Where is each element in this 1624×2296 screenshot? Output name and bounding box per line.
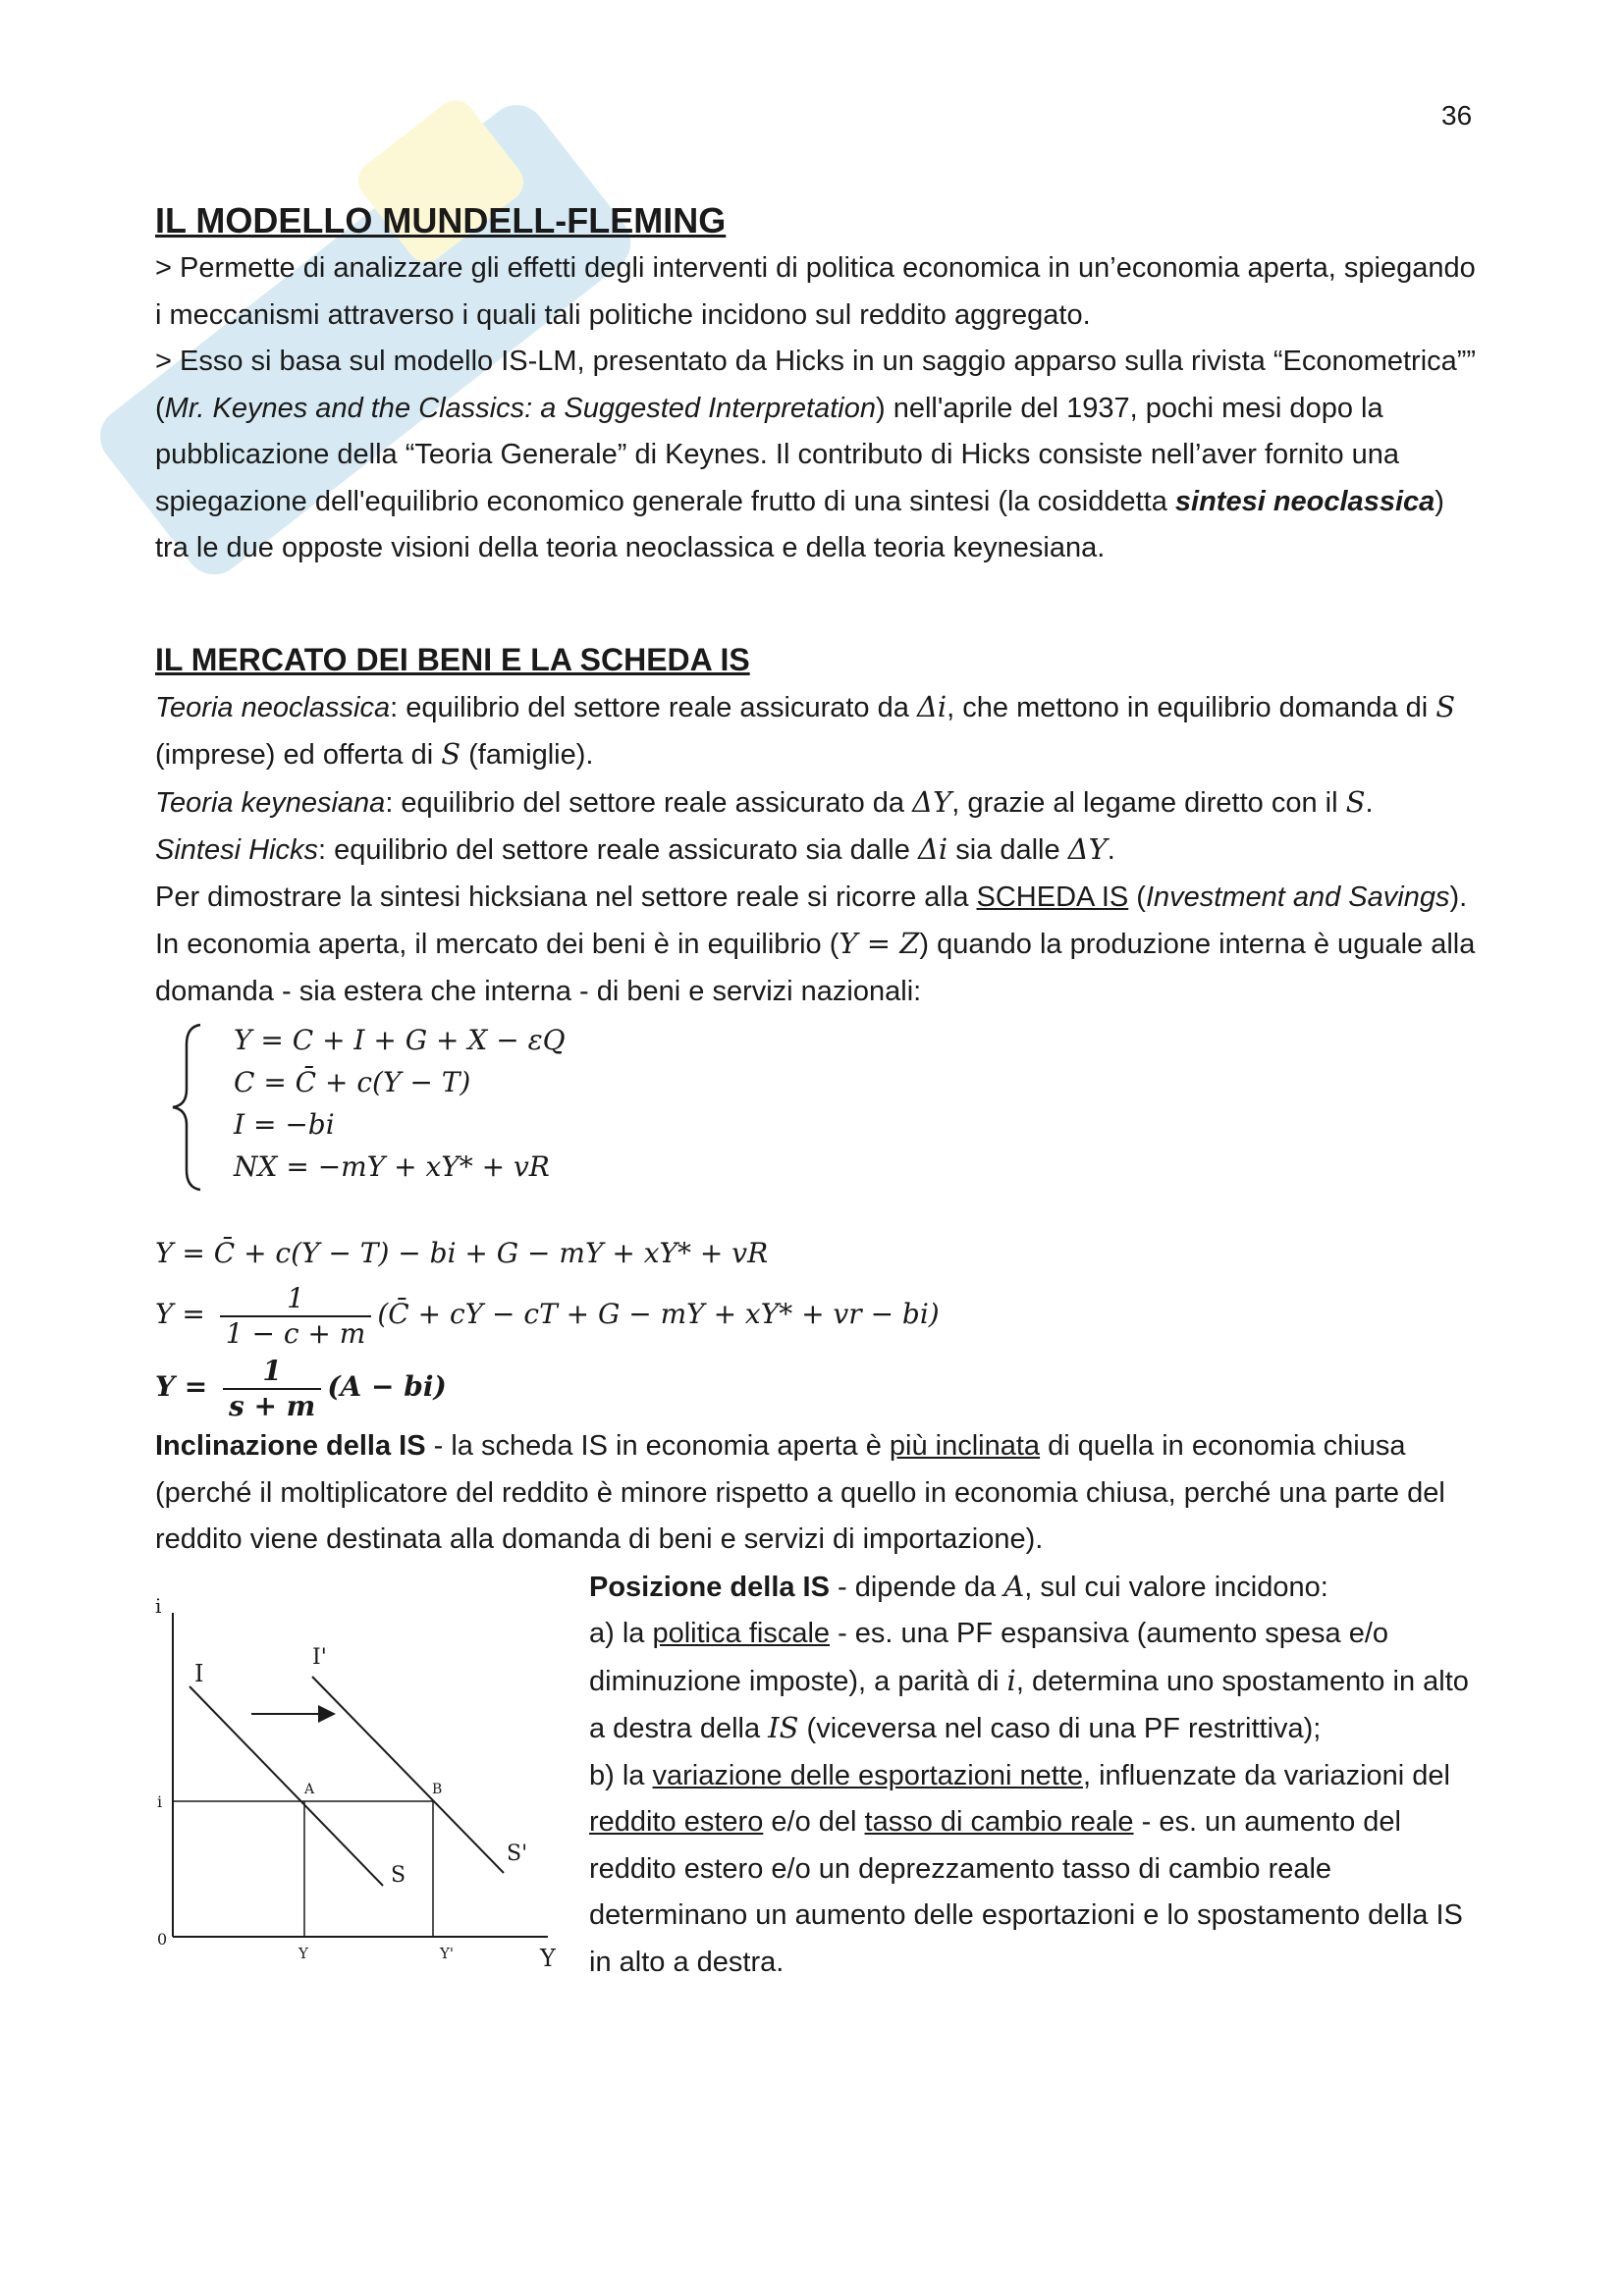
x-axis-label: Y xyxy=(540,1944,556,1966)
open-economy-line: In economia aperta, il mercato dei beni è in equilibrio (Y = Z) quando la produzione interna è uguale alla domanda - sia estera che interna - di beni e servizi nazionali: xyxy=(155,927,1476,1007)
i-level-label: i xyxy=(157,1791,163,1811)
tick-y-label: Y xyxy=(298,1944,308,1962)
page-number: 36 xyxy=(1441,100,1473,131)
system-line: I = −bi xyxy=(234,1108,335,1141)
hicks-line: Sintesi Hicks: equilibrio del settore reale assicurato sia dalle Δi sia dalle ΔY. xyxy=(155,832,1115,866)
system-line: NX = −mY + xY* + vR xyxy=(234,1150,550,1183)
point-b-label: B xyxy=(432,1781,443,1797)
equation-3: Y = $\frac{1}{s + m}$ (A − bi) xyxy=(155,1354,447,1422)
position-heading-line: Posizione della IS - dipende da A, sul cui valore incidono: xyxy=(589,1569,1328,1603)
curve-label-s-prime: S' xyxy=(507,1841,528,1866)
derivation xyxy=(155,1229,1481,1423)
point-a-paragraph: a) la politica fiscale - es. una PF espansiva (aumento spesa e/o diminuzione imposte), a parità di i, determina uno spostamento in alto a destra della IS (viceversa nel caso di una PF restrittiva); xyxy=(589,1618,1469,1744)
position-text xyxy=(589,1564,1483,1987)
section-title-mundell-fleming: IL MODELLO MUNDELL-FLEMING xyxy=(155,200,727,240)
section-title-is: IL MERCATO DEI BENI E LA SCHEDA IS xyxy=(155,641,750,677)
origin-label: 0 xyxy=(157,1929,168,1949)
intro-paragraph: > Permette di analizzare gli effetti degli interventi di politica economica in un’economia aperta, spiegando i meccanismi attraverso i quali tali politiche incidono sul reddito aggregato. xyxy=(155,252,1476,331)
fraction: $\frac{1}{s + m}$ xyxy=(223,1355,321,1423)
keynesian-line: Teoria keynesiana: equilibrio del settore reale assicurato da ΔY, grazie al legame diretto con il S. xyxy=(155,784,1374,819)
point-a-label: A xyxy=(304,1781,315,1797)
equation-1: Y = C̄ + c(Y − T) − bi + G − mY + xY* + vR xyxy=(155,1237,769,1269)
fraction: $\frac{1}{1 - c + m}$ xyxy=(220,1282,372,1351)
point-b-paragraph: b) la variazione delle esportazioni nette, influenzate da variazioni del reddito estero e/o del tasso di cambio reale - es. un aumento del reddito estero e/o un deprezzamento tasso di cambio reale determinano un aumento delle esportazioni e lo spostamento della IS in alto a destra. xyxy=(589,1759,1463,1978)
islm-paragraph: > Esso si basa sul modello IS-LM, presentato da Hicks in un saggio apparso sulla rivista “Econometrica”” (Mr. Keynes and the Classics: a Suggested Interpretation) nell'aprile del 1937, pochi mesi dopo la pubblicazione della “Teoria Generale” di Keynes. Il contributo di Hicks consiste nell’aver fornito una spiegazione dell'equilibrio economico generale frutto di una sintesi (la cosiddetta sintesi neoclassica) tra le due opposte visioni della teoria neoclassica e della teoria keynesiana. xyxy=(155,346,1477,563)
system-line: Y = C + I + G + X − εQ xyxy=(234,1024,566,1056)
neoclassical-line: Teoria neoclassica: equilibrio del settore reale assicurato da Δi, che mettono in equilibrio domanda di S (imprese) ed offerta di S (famiglie). xyxy=(155,689,1456,771)
system-line: C = C̄ + c(Y − T) xyxy=(234,1066,471,1098)
is-curve xyxy=(189,1686,383,1886)
shift-arrow-head xyxy=(318,1705,336,1723)
equation-2: Y = $\frac{1}{1 - c + m}$ (C̄ + cY − cT + G − mY + xY* + vr − bi) xyxy=(155,1281,940,1350)
tick-y-prime-label: Y' xyxy=(440,1944,455,1962)
scheda-is-line: Per dimostrare la sintesi hicksiana nel settore reale si ricorre alla SCHEDA IS (Investment and Savings). xyxy=(155,881,1468,913)
equation-system xyxy=(167,1019,1481,1196)
y-axis-label: i xyxy=(155,1593,162,1618)
document-body xyxy=(155,196,1481,1976)
curve-label-i-prime: I' xyxy=(312,1644,327,1670)
inclination-paragraph: Inclinazione della IS - la scheda IS in economia aperta è più inclinata di quella in economia chiusa (perché il moltiplicatore del reddito è minore rispetto a quello in economia chiusa, perché una parte del reddito viene destinata alla domanda di beni e servizi di importazione). xyxy=(155,1430,1445,1555)
is-position-section xyxy=(155,1564,1481,1976)
curve-label-i: I xyxy=(194,1659,204,1687)
curve-label-s: S xyxy=(391,1862,406,1888)
is-shift-graph xyxy=(155,1593,568,1966)
brace-icon xyxy=(167,1019,206,1196)
